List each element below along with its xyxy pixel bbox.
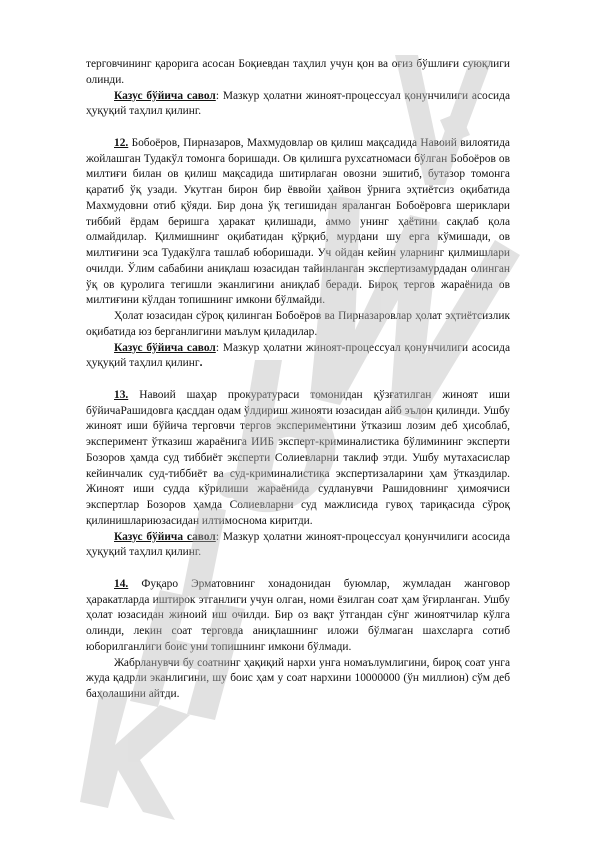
case-12-paragraph (86, 136, 510, 309)
case-12-number: 12. (114, 136, 129, 149)
case-question-label: Казус бўйича савол (114, 89, 216, 102)
case-13-text: Навоий шаҳар прокуратураси томонидан қўзғатилган жиноят иши бўйичаРашидовга қасддан одам ўлдириш жинояти юзасидан айб эълон қилинди. Ушбу жиноят иши бўйича терговчи тергов экспериментини ўтказиш лозим деб ҳисоблаб, эксперимент ўтказиш жараёнига ИИБ эксперт-криминалистика бўлимининг эксперти Бозоров ҳамда суд тиббиёт эксперти Солиевларни таклиф этди. Ушбу мутахасислар кейинчалик суд-тиббиёт ва суд-криминалистика экспертизаларини ҳам ўтказдилар. Жиноят иши судда кўрилиши жараёнида судланувчи Рашидовнинг ҳимоячиси экспертлар Бозоров ҳамда Солиевларни суд мажлисида гувоҳ тариқасида сўроқ қилинишлариюзасидан илтимоснома киритди. (86, 388, 510, 527)
case-question-1 (86, 89, 510, 121)
case-question-text: : Мазкур ҳолатни жиноят-процессуал қонунчилиги асосида ҳуқуқий таҳлил қилинг. (86, 530, 510, 559)
period: . (199, 357, 203, 370)
case-14-number: 14. (114, 577, 129, 590)
case-12-text: Бобоёров, Пирназаров, Махмудовлар ов қилиш мақсадида Навоий вилоятида жойлашган Тудакўл томонга боришади. Ов қилишга рухсатномаси бўлган Бобоёров ов милтиғи билан ов қилиш мақсадида шитирлаган овозни эшитиб, бутазор томонга қаратиб ўқ узади. Укутган бирон бир ёввойи ҳайвон ўрнига эҳтиётсиз оқибатида Махмудовни отиб қўяди. Бир дона ўқ тегишидан яраланган Бобоёровга шериклари тиббий ёрдам беришга ҳаракат қилишади, аммо унинг ҳаётини сақлаб қола олмайдилар. Қилмишнинг оқибатидан қўрқиб, мурдани шу ерга кўмишади, ов милтиғини эса Тудакўлга ташлаб юборишади. Уч ойдан кейин уларнинг қилмишлари очилди. Ўлим сабабини аниқлаш юзасидан тайинланган экспертизамурдадан олинган ўқ ов қуролига тегишли эканлигини аниқлаб беради. Бироқ тергов жараёнида ов милтиғини кўлдан топишнинг имкони бўлмайди. (86, 136, 510, 307)
case-question-label: Казус бўйича савол (114, 530, 216, 543)
case-13-paragraph (86, 388, 510, 530)
case-question-2 (86, 341, 510, 373)
spacer (86, 120, 510, 136)
case-12-paragraph-2: Ҳолат юзасидан сўроқ қилинган Бобоёров ва Пирназаровлар ҳолат эҳтиётсизлик оқибатида юз берганлигини маълум қиладилар. (86, 310, 510, 338)
case-14-paragraph (86, 577, 510, 656)
case-14-paragraph-2: Жабрланувчи бу соатнинг ҳақиқий нархи унга номаълумлигини, бироқ соат унга жуда қадрли эканлигини, шу боис ҳам у соат нархини 10000000 (ўн миллион) сўм деб баҳолашини айтди. (86, 656, 510, 700)
spacer (86, 561, 510, 577)
paragraph-intro: терговчининг қарорига асосан Боқиевдан таҳлил учун қон ва оғиз бўшлиғи суюқлиги олинди. (86, 58, 510, 86)
case-question-3 (86, 530, 510, 562)
spacer (86, 372, 510, 388)
case-question-text: : Мазкур ҳолатни жиноят-процессуал қонунчилиги асосида ҳуқуқий таҳлил қилинг. (86, 89, 510, 118)
document-body (86, 57, 510, 703)
case-question-text: : Мазкур ҳолатни жиноят-процессуал қонунчилиги асосида ҳуқуқий таҳлил қилинг (86, 341, 510, 370)
case-13-number: 13. (114, 388, 129, 401)
case-question-label: Казус бўйича савол (114, 341, 216, 354)
case-14-text: Фуқаро Эрматовнинг хонадонидан буюмлар, жумладан жанговор ҳаракатларда иштирок этганлиги учун олган, номи ёзилган соат ҳам ўғирланган. Ушбу ҳолат юзасидан жиноий иш очилди. Бир оз вақт ўтгандан сўнг жиноятчилар кўлга олинди, лекин соат терговда аниқлашнинг иложи бўлмаган шахсларга сотиб юборилганлиги боис уни топишнинг имкони бўлмади. (86, 577, 510, 653)
